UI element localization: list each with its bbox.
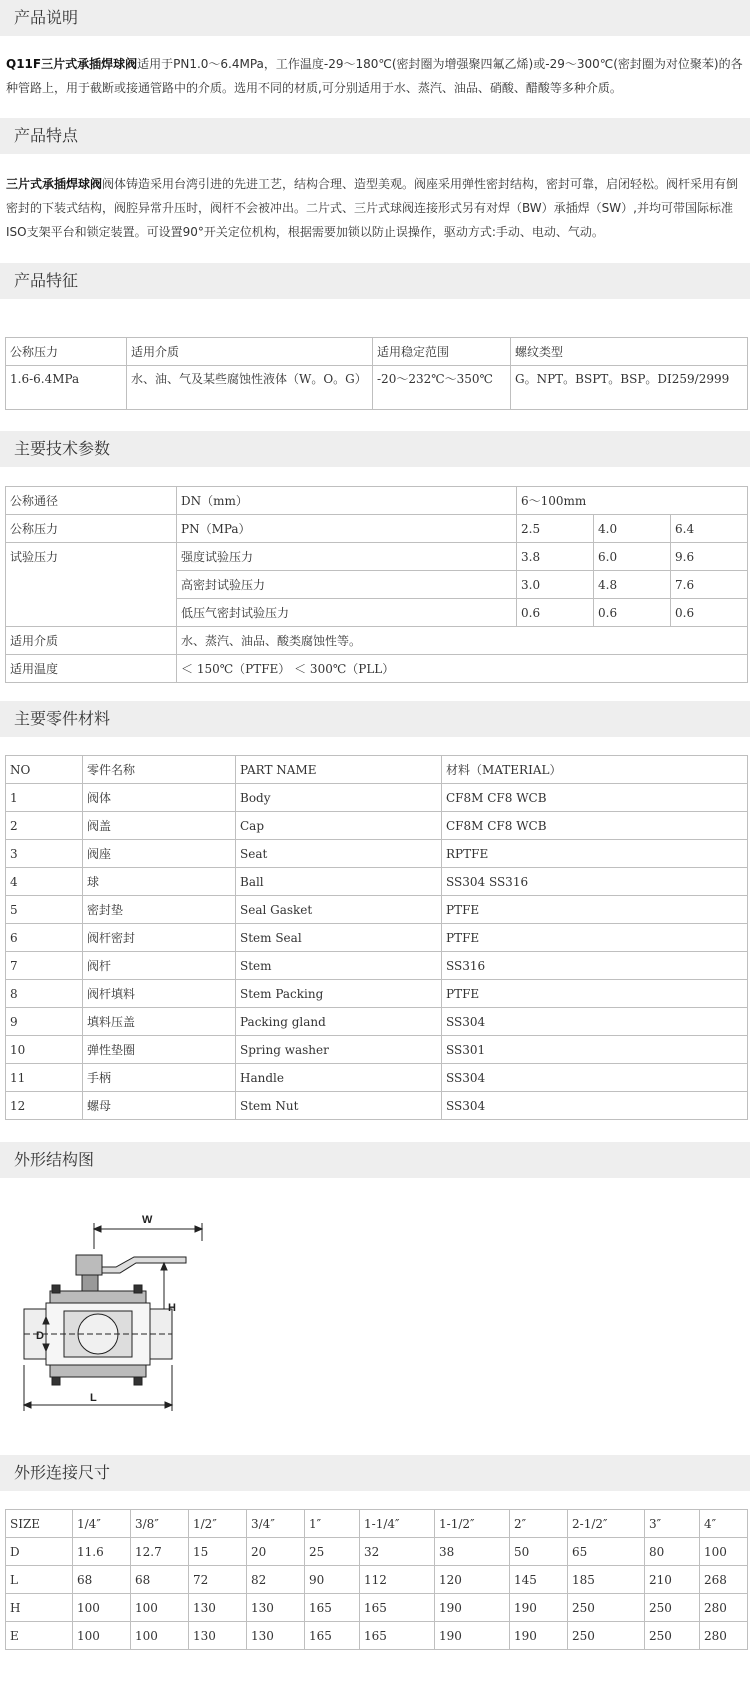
features-lead: 三片式承插焊球阀	[6, 177, 103, 191]
table-cell: CF8M CF8 WCB	[442, 812, 748, 840]
table-cell: 阀体	[83, 784, 236, 812]
param-value: 4.0	[594, 515, 671, 543]
table-cell: 1-1/4″	[360, 1510, 435, 1538]
table-cell: 4″	[700, 1510, 748, 1538]
table-cell: SIZE	[6, 1510, 73, 1538]
param-value: 7.6	[671, 571, 748, 599]
description-paragraph	[6, 52, 744, 100]
table-cell: 145	[510, 1566, 568, 1594]
characteristics-table	[5, 337, 748, 410]
section-heading-characteristics: 产品特征	[0, 263, 750, 299]
table-cell: 130	[189, 1594, 247, 1622]
params-table	[5, 486, 748, 683]
table-cell: 6	[6, 924, 83, 952]
table-cell: 190	[510, 1594, 568, 1622]
table-cell: 阀杆填料	[83, 980, 236, 1008]
table-cell: SS304	[442, 1092, 748, 1120]
table-row	[6, 1622, 748, 1650]
table-cell: 130	[247, 1594, 305, 1622]
table-cell: 8	[6, 980, 83, 1008]
param-value: 2.5	[517, 515, 594, 543]
table-cell: PTFE	[442, 924, 748, 952]
table-row	[6, 1510, 748, 1538]
param-unit: PN（MPa）	[177, 515, 517, 543]
table-cell: 165	[305, 1594, 360, 1622]
table-header-cell: PART NAME	[236, 756, 442, 784]
table-row	[6, 1036, 748, 1064]
table-cell: PTFE	[442, 980, 748, 1008]
param-value: 0.6	[594, 599, 671, 627]
param-value: 3.0	[517, 571, 594, 599]
table-cell: 3	[6, 840, 83, 868]
table-header-cell: 适用稳定范围	[373, 338, 511, 366]
table-cell: 250	[645, 1594, 700, 1622]
table-header-cell: 材料（MATERIAL）	[442, 756, 748, 784]
table-cell: SS301	[442, 1036, 748, 1064]
table-cell: 4	[6, 868, 83, 896]
table-cell: 20	[247, 1538, 305, 1566]
valve-structure-diagram	[16, 1205, 216, 1415]
param-value: 水、蒸汽、油品、酸类腐蚀性等。	[177, 627, 748, 655]
table-cell: 水、油、气及某些腐蚀性液体（W。O。G）	[127, 366, 373, 410]
table-cell: 7	[6, 952, 83, 980]
table-row	[6, 338, 748, 366]
table-row	[6, 980, 748, 1008]
param-subname: 高密封试验压力	[177, 571, 517, 599]
table-cell: 3″	[645, 1510, 700, 1538]
section-heading-dimensions: 外形连接尺寸	[0, 1455, 750, 1491]
param-label: 试验压力	[6, 543, 177, 627]
table-cell: 80	[645, 1538, 700, 1566]
param-value: ＜ 150℃（PTFE） ＜ 300℃（PLL）	[177, 655, 748, 683]
label-d: D	[36, 1330, 44, 1342]
table-cell: 10	[6, 1036, 83, 1064]
table-cell: 100	[73, 1622, 131, 1650]
table-cell: 手柄	[83, 1064, 236, 1092]
table-cell: L	[6, 1566, 73, 1594]
table-cell: 130	[247, 1622, 305, 1650]
section-heading-params: 主要技术参数	[0, 431, 750, 467]
table-cell: PTFE	[442, 896, 748, 924]
table-cell: 68	[131, 1566, 189, 1594]
table-cell: 阀座	[83, 840, 236, 868]
table-cell: 72	[189, 1566, 247, 1594]
table-cell: Spring washer	[236, 1036, 442, 1064]
section-heading-features: 产品特点	[0, 118, 750, 154]
table-row	[6, 924, 748, 952]
section-heading-structure: 外形结构图	[0, 1142, 750, 1178]
table-cell: 阀杆	[83, 952, 236, 980]
table-cell: 100	[73, 1594, 131, 1622]
dimensions-table	[5, 1509, 748, 1650]
table-cell: Stem Nut	[236, 1092, 442, 1120]
table-cell: 65	[568, 1538, 645, 1566]
table-row	[6, 627, 748, 655]
label-l: L	[90, 1392, 97, 1404]
table-cell: Seal Gasket	[236, 896, 442, 924]
table-cell: 2-1/2″	[568, 1510, 645, 1538]
table-row	[6, 1594, 748, 1622]
table-cell: 165	[360, 1594, 435, 1622]
table-cell: 12	[6, 1092, 83, 1120]
table-row	[6, 868, 748, 896]
param-value: 0.6	[517, 599, 594, 627]
table-cell: 185	[568, 1566, 645, 1594]
table-header-cell: 公称压力	[6, 338, 127, 366]
table-cell: 15	[189, 1538, 247, 1566]
table-row	[6, 812, 748, 840]
table-cell: SS316	[442, 952, 748, 980]
table-cell: 填料压盖	[83, 1008, 236, 1036]
table-cell: 3/4″	[247, 1510, 305, 1538]
table-cell: 100	[131, 1622, 189, 1650]
table-row	[6, 840, 748, 868]
table-cell: CF8M CF8 WCB	[442, 784, 748, 812]
materials-table	[5, 755, 748, 1120]
table-cell: Packing gland	[236, 1008, 442, 1036]
table-cell: 12.7	[131, 1538, 189, 1566]
table-cell: 11.6	[73, 1538, 131, 1566]
table-cell: 2″	[510, 1510, 568, 1538]
table-cell: 阀盖	[83, 812, 236, 840]
table-cell: 球	[83, 868, 236, 896]
table-cell: 2	[6, 812, 83, 840]
table-cell: 210	[645, 1566, 700, 1594]
table-cell: 3/8″	[131, 1510, 189, 1538]
table-row	[6, 784, 748, 812]
table-cell: 1/2″	[189, 1510, 247, 1538]
table-cell: Body	[236, 784, 442, 812]
table-cell: Ball	[236, 868, 442, 896]
table-cell: E	[6, 1622, 73, 1650]
table-cell: SS304	[442, 1008, 748, 1036]
table-cell: Stem	[236, 952, 442, 980]
table-cell: Stem Seal	[236, 924, 442, 952]
description-model: Q11F三片式承插焊球阀	[6, 57, 138, 71]
table-cell: -20～232℃～350℃	[373, 366, 511, 410]
table-cell: 190	[435, 1622, 510, 1650]
table-cell: 90	[305, 1566, 360, 1594]
table-cell: SS304 SS316	[442, 868, 748, 896]
table-cell: 250	[568, 1622, 645, 1650]
table-cell: Handle	[236, 1064, 442, 1092]
table-cell: 190	[510, 1622, 568, 1650]
table-cell: D	[6, 1538, 73, 1566]
table-header-cell: 螺纹类型	[511, 338, 748, 366]
table-cell: 25	[305, 1538, 360, 1566]
table-row	[6, 366, 748, 410]
table-cell: SS304	[442, 1064, 748, 1092]
param-label: 适用介质	[6, 627, 177, 655]
table-cell: 密封垫	[83, 896, 236, 924]
table-cell: H	[6, 1594, 73, 1622]
table-row	[6, 655, 748, 683]
table-cell: 100	[131, 1594, 189, 1622]
table-cell: Seat	[236, 840, 442, 868]
label-w: W	[142, 1214, 153, 1226]
table-cell: 165	[305, 1622, 360, 1650]
table-cell: 1″	[305, 1510, 360, 1538]
table-cell: 11	[6, 1064, 83, 1092]
table-row	[6, 487, 748, 515]
table-cell: 82	[247, 1566, 305, 1594]
table-cell: 120	[435, 1566, 510, 1594]
section-heading-description: 产品说明	[0, 0, 750, 36]
param-value: 6.0	[594, 543, 671, 571]
param-label: 公称压力	[6, 515, 177, 543]
table-cell: 268	[700, 1566, 748, 1594]
param-value: 0.6	[671, 599, 748, 627]
table-header-cell: 零件名称	[83, 756, 236, 784]
param-value: 6.4	[671, 515, 748, 543]
param-label: 适用温度	[6, 655, 177, 683]
table-cell: 5	[6, 896, 83, 924]
table-cell: 弹性垫圈	[83, 1036, 236, 1064]
table-row	[6, 1092, 748, 1120]
table-row	[6, 1566, 748, 1594]
table-cell: 190	[435, 1594, 510, 1622]
param-value: 9.6	[671, 543, 748, 571]
param-value: 6～100mm	[517, 487, 748, 515]
table-cell: 1.6-6.4MPa	[6, 366, 127, 410]
table-row	[6, 1008, 748, 1036]
table-cell: 1-1/2″	[435, 1510, 510, 1538]
param-value: 3.8	[517, 543, 594, 571]
features-paragraph	[6, 172, 744, 244]
table-cell: 280	[700, 1594, 748, 1622]
table-cell: 112	[360, 1566, 435, 1594]
param-label: 公称通径	[6, 487, 177, 515]
table-cell: 250	[568, 1594, 645, 1622]
table-row	[6, 1064, 748, 1092]
description-text: 适用于PN1.0～6.4MPa，工作温度-29～180℃(密封圈为增强聚四氟乙烯)或-29～300℃(密封圈为对位聚苯)的各种管路上，用于截断或接通管路中的介质。选用不同的材质,可分别适用于水、蒸汽、油品、硝酸、醋酸等多种介质。	[6, 57, 743, 95]
table-row	[6, 952, 748, 980]
table-cell: 阀杆密封	[83, 924, 236, 952]
param-subname: 强度试验压力	[177, 543, 517, 571]
table-row	[6, 896, 748, 924]
table-header-cell: NO	[6, 756, 83, 784]
label-h: H	[168, 1302, 176, 1314]
table-cell: 32	[360, 1538, 435, 1566]
table-row	[6, 756, 748, 784]
section-heading-materials: 主要零件材料	[0, 701, 750, 737]
table-cell: 100	[700, 1538, 748, 1566]
table-cell: 130	[189, 1622, 247, 1650]
table-cell: 螺母	[83, 1092, 236, 1120]
table-row	[6, 515, 748, 543]
table-row	[6, 543, 748, 571]
table-header-cell: 适用介质	[127, 338, 373, 366]
table-row	[6, 1538, 748, 1566]
table-cell: 50	[510, 1538, 568, 1566]
table-cell: RPTFE	[442, 840, 748, 868]
param-value: 4.8	[594, 571, 671, 599]
table-cell: 250	[645, 1622, 700, 1650]
table-cell: 1/4″	[73, 1510, 131, 1538]
table-cell: 9	[6, 1008, 83, 1036]
table-cell: 165	[360, 1622, 435, 1650]
table-cell: G。NPT。BSPT。BSP。DI259/2999	[511, 366, 748, 410]
table-cell: 280	[700, 1622, 748, 1650]
table-cell: Stem Packing	[236, 980, 442, 1008]
param-unit: DN（mm）	[177, 487, 517, 515]
table-cell: 1	[6, 784, 83, 812]
table-cell: Cap	[236, 812, 442, 840]
features-text: 阀体铸造采用台湾引进的先进工艺，结构合理、造型美观。阀座采用弹性密封结构，密封可靠，启闭轻松。阀杆采用有倒密封的下装式结构，阀腔异常升压时，阀杆不会被冲出。二片式、三片式球阀连接形式另有对焊（BW）承插焊（SW）,并均可带国际标准ISO支架平台和锁定装置。可设置90°开关定位机构，根据需要加锁以防止误操作，驱动方式:手动、电动、气动。	[6, 177, 739, 239]
table-cell: 38	[435, 1538, 510, 1566]
table-cell: 68	[73, 1566, 131, 1594]
param-subname: 低压气密封试验压力	[177, 599, 517, 627]
